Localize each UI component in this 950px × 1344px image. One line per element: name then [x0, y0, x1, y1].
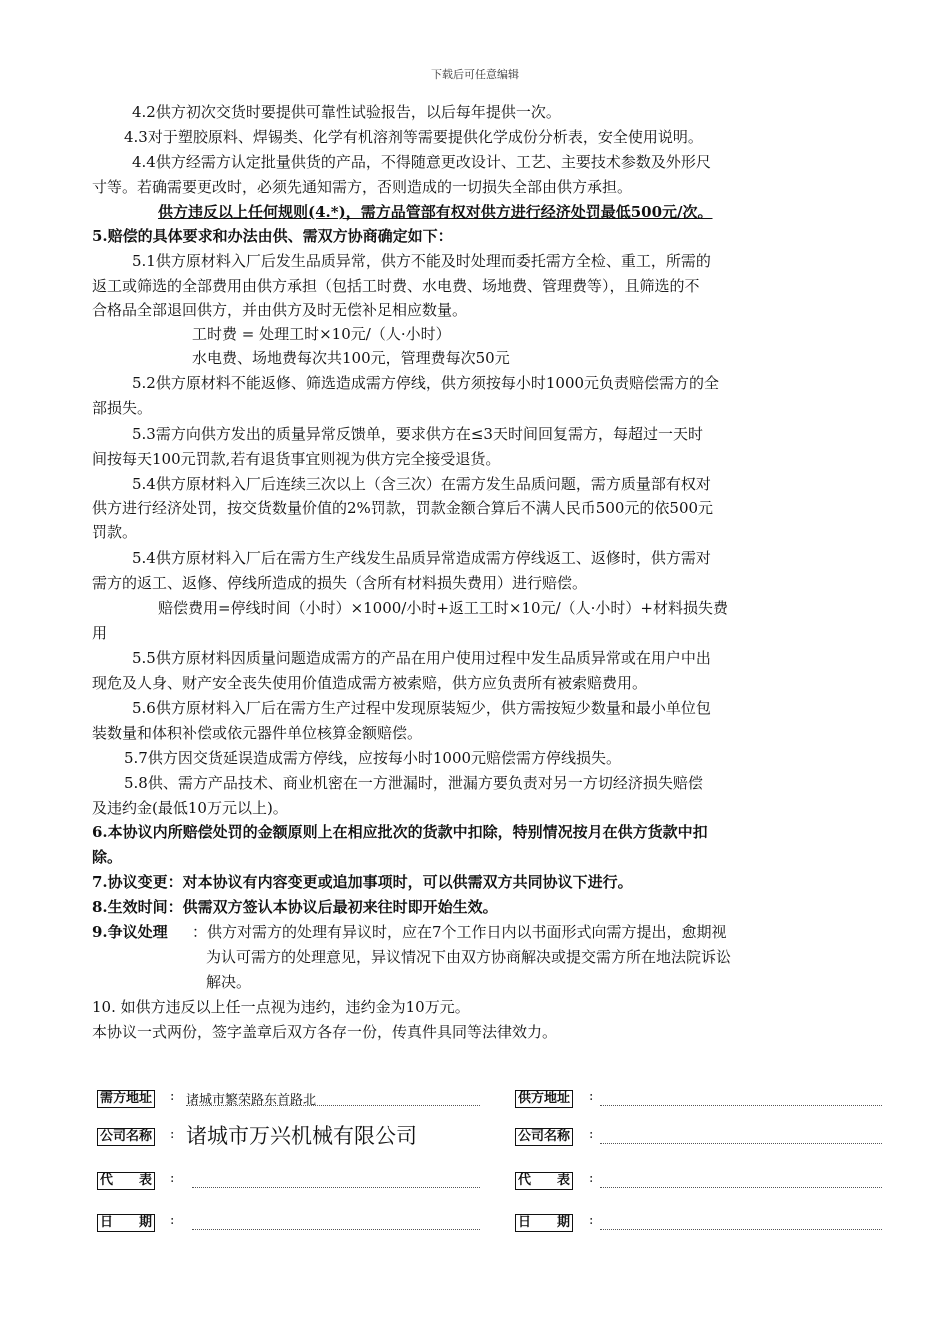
seller-rep-label: 代 表: [515, 1172, 573, 1190]
clause-4-4-line1: 4.4供方经需方认定批量供货的产品，不得随意更改设计、工艺、主要技术参数及外形尺: [132, 153, 711, 171]
clause-5-7: 5.7供方因交货延误造成需方停线，应按每小时1000元赔偿需方停线损失。: [124, 749, 622, 767]
buyer-company-value: 诸城市万兴机械有限公司: [186, 1124, 417, 1148]
section-8: 8.生效时间：供需双方签认本协议后最初来往时即开始生效。: [92, 898, 498, 916]
clause-5-4-line3: 罚款。: [92, 523, 138, 541]
seller-company-line[interactable]: [600, 1143, 882, 1144]
colon: :: [589, 1089, 594, 1104]
seller-date-line[interactable]: [600, 1229, 882, 1230]
clause-4-3: 4.3对于塑胶原料、焊锡类、化学有机溶剂等需要提供化学成份分析表，安全使用说明。: [124, 128, 703, 146]
clause-5-5-line1: 5.5供方原材料因质量问题造成需方的产品在用户使用过程中发生品质异常或在用户中出: [132, 649, 711, 667]
buyer-rep-line[interactable]: [192, 1187, 480, 1188]
clause-4-4-line2: 寸等。若确需要更改时，必须先通知需方，否则造成的一切损失全部由供方承担。: [92, 178, 633, 196]
clause-5-6-line1: 5.6供方原材料入厂后在需方生产过程中发现原装短少，供方需按短少数量和最小单位包: [132, 699, 711, 717]
formula-compensation-line2: 用: [92, 624, 108, 642]
clause-5-1-line2: 返工或筛选的全部费用由供方承担（包括工时费、水电费、场地费、管理费等），且筛选的不: [92, 277, 700, 295]
penalty-rule: 供方违反以上任何规则(4.*)，需方品管部有权对供方进行经济处罚最低500元/次。: [158, 203, 713, 221]
buyer-date-label: 日 期: [97, 1214, 155, 1232]
colon: :: [170, 1171, 175, 1186]
clause-4-2: 4.2供方初次交货时要提供可靠性试验报告，以后每年提供一次。: [132, 103, 561, 121]
clause-5-5-line2: 现危及人身、财产安全丧失使用价值造成需方被索赔，供方应负责所有被索赔费用。: [92, 674, 648, 692]
clause-5-1-line3: 合格品全部退回供方，并由供方及时无偿补足相应数量。: [92, 301, 468, 319]
section-9-line1: ：供方对需方的处理有异议时，应在7个工作日内以书面形式向需方提出，愈期视: [192, 923, 727, 941]
seller-company-label: 公司名称: [515, 1128, 573, 1146]
colon: :: [170, 1089, 175, 1104]
formula-compensation-line1: 赔偿费用=停线时间（小时）×1000/小时+返工工时×10元/（人·小时）+材料损失费: [158, 599, 728, 617]
buyer-address-line: [186, 1105, 480, 1106]
clause-5-4b-line1: 5.4供方原材料入厂后在需方生产线发生品质异常造成需方停线返工、返修时，供方需对: [132, 549, 711, 567]
formula-labor-fee: 工时费 = 处理工时×10元/（人·小时）: [192, 325, 451, 343]
colon: :: [170, 1127, 175, 1142]
page-header: 下载后可任意编辑: [431, 68, 519, 81]
seller-address-label: 供方地址: [515, 1090, 573, 1108]
seller-address-line[interactable]: [600, 1105, 882, 1106]
buyer-company-label: 公司名称: [97, 1128, 155, 1146]
clause-5-3-line2: 间按每天100元罚款,若有退货事宜则视为供方完全接受退货。: [92, 450, 501, 468]
clause-5-8-line2: 及违约金(最低10万元以上)。: [92, 799, 288, 817]
clause-5-4-line1: 5.4供方原材料入厂后连续三次以上（含三次）在需方发生品质问题，需方质量部有权对: [132, 475, 711, 493]
section-7: 7.协议变更：对本协议有内容变更或追加事项时，可以供需双方共同协议下进行。: [92, 873, 633, 891]
clause-5-2-line2: 部损失。: [92, 399, 153, 417]
clause-5-4-line2: 供方进行经济处罚，按交货数量价值的2%罚款，罚款金额合算后不满人民币500元的依500元: [92, 499, 714, 517]
clause-5-6-line2: 装数量和体积补偿或依元器件单位核算金额赔偿。: [92, 724, 423, 742]
section-9-line2: 为认可需方的处理意见，异议情况下由双方协商解决或提交需方所在地法院诉讼: [206, 948, 732, 966]
colon: :: [589, 1213, 594, 1228]
clause-5-2-line1: 5.2供方原材料不能返修、筛选造成需方停线，供方须按每小时1000元负责赔偿需方的全: [132, 374, 720, 392]
clause-5-8-line1: 5.8供、需方产品技术、商业机密在一方泄漏时，泄漏方要负责对另一方切经济损失赔偿: [124, 774, 703, 792]
colon: :: [589, 1171, 594, 1186]
section-10: 10. 如供方违反以上任一点视为违约，违约金为10万元。: [92, 998, 470, 1016]
clause-5-4b-line2: 需方的返工、返修、停线所造成的损失（含所有材料损失费用）进行赔偿。: [92, 574, 588, 592]
seller-rep-line[interactable]: [600, 1187, 882, 1188]
buyer-rep-label: 代 表: [97, 1172, 155, 1190]
section-6-line1: 6.本协议内所赔偿处罚的金额原则上在相应批次的货款中扣除，特别情况按月在供方货款中扣: [92, 823, 708, 841]
clause-5-1-line1: 5.1供方原材料入厂后发生品质异常，供方不能及时处理而委托需方全检、重工，所需的: [132, 252, 711, 270]
colon: :: [589, 1127, 594, 1142]
section-9-line3: 解决。: [206, 973, 252, 991]
section-6-line2: 除。: [92, 848, 123, 866]
seller-date-label: 日 期: [515, 1214, 573, 1232]
closing-statement: 本协议一式两份，签字盖章后双方各存一份，传真件具同等法律效力。: [92, 1023, 558, 1041]
colon: :: [170, 1213, 175, 1228]
buyer-address-label: 需方地址: [97, 1090, 155, 1108]
section-5-title: 5.赔偿的具体要求和办法由供、需双方协商确定如下：: [92, 227, 453, 245]
buyer-address-value: 诸城市繁荣路东首路北: [186, 1093, 317, 1108]
clause-5-3-line1: 5.3需方向供方发出的质量异常反馈单，要求供方在≤3天时间回复需方，每超过一天时: [132, 425, 703, 443]
formula-utility-fee: 水电费、场地费每次共100元，管理费每次50元: [192, 349, 510, 367]
buyer-date-line[interactable]: [192, 1229, 480, 1230]
section-9-label: 9.争议处理: [92, 923, 168, 941]
